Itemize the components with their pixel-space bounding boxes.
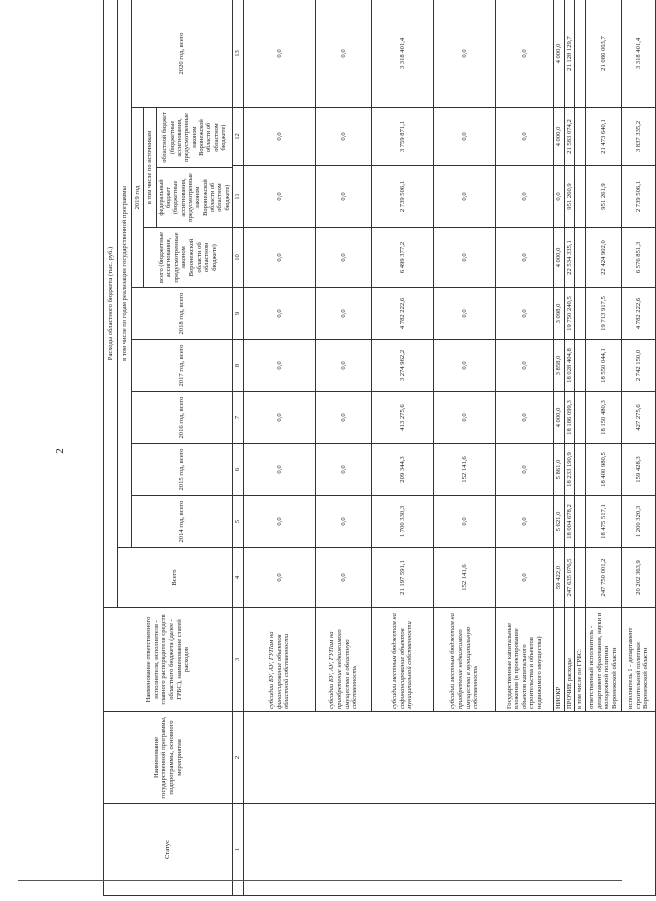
value-cell: 0,0	[434, 228, 496, 288]
value-cell: 0,0	[316, 228, 372, 288]
value-cell: 0,0	[496, 392, 554, 444]
value-cell: 6 499 377,2	[372, 228, 434, 288]
value-cell: 0,0	[316, 496, 372, 548]
value-cell: 5 861,0	[554, 444, 565, 496]
value-cell: 21 197 591,1	[372, 548, 434, 608]
value-cell: 951 261,9	[585, 166, 621, 228]
value-cell: 18 233 190,9	[564, 444, 575, 496]
value-cell	[575, 0, 586, 108]
value-cell: 0,0	[244, 288, 316, 340]
value-cell: 2 742 150,0	[621, 340, 655, 392]
row-label: субсидии БУ, АУ, ГУПам на финансирование объектов областной собственности	[244, 608, 316, 712]
row-label: ПРОЧИЕ расходы	[564, 608, 575, 712]
value-cell: 0,0	[316, 166, 372, 228]
value-cell: 152 141,6	[434, 548, 496, 608]
value-cell	[575, 548, 586, 608]
value-cell	[575, 288, 586, 340]
value-cell: 152 141,6	[434, 444, 496, 496]
value-cell: 21 128 129,7	[564, 0, 575, 108]
value-cell: 0,0	[244, 496, 316, 548]
value-cell	[575, 392, 586, 444]
row-label: Государственные капитальные вложения (в проектирование объектов капитального строительства и объектов недвижимого имущества)	[496, 608, 554, 712]
value-cell: 0,0	[554, 166, 565, 228]
value-cell: 21 473 640,1	[585, 108, 621, 166]
column-number: 9	[233, 288, 244, 340]
header-expenses: Расходы областного бюджета (тыс. руб.)	[104, 0, 118, 608]
value-cell: 4 000,0	[554, 392, 565, 444]
value-cell	[575, 444, 586, 496]
value-cell: 19 750 240,5	[564, 288, 575, 340]
value-cell: 0,0	[244, 444, 316, 496]
value-cell: 0,0	[434, 340, 496, 392]
value-cell: 21 583 074,2	[564, 108, 575, 166]
value-cell: 0,0	[496, 548, 554, 608]
row-label: субсидии местным бюджетам на приобретение недвижимого имущества в муниципальную собственность	[434, 608, 496, 712]
value-cell: 22 424 902,0	[585, 228, 621, 288]
value-cell: 2 739 506,1	[372, 166, 434, 228]
value-cell: 0,0	[244, 108, 316, 166]
value-cell: 0,0	[496, 0, 554, 108]
value-cell: 18 475 517,1	[585, 496, 621, 548]
value-cell: 0,0	[496, 340, 554, 392]
budget-table	[103, 0, 656, 896]
value-cell: 0,0	[316, 340, 372, 392]
value-cell	[575, 108, 586, 166]
column-number: 1	[233, 804, 244, 896]
value-cell: 1 200 320,3	[621, 496, 655, 548]
value-cell: 3 759 871,1	[372, 108, 434, 166]
column-number: 7	[233, 392, 244, 444]
header-executor: Наименование ответственного исполнителя, исполнителя - главного распорядителя средств областного бюджета (далее - ГРБС), наименование статей расходов	[104, 608, 233, 712]
header-status: Статус	[104, 804, 233, 896]
value-cell: 0,0	[434, 166, 496, 228]
value-cell: 18 400 980,5	[585, 444, 621, 496]
column-number: 6	[233, 444, 244, 496]
value-cell: 0,0	[316, 0, 372, 108]
value-cell: 3 837 335,2	[621, 108, 655, 166]
value-cell: 18 550 044,1	[585, 340, 621, 392]
header-2014: 2014 год, всего	[132, 496, 233, 548]
header-2016: 2016 год, всего	[132, 392, 233, 444]
value-cell: 0,0	[316, 548, 372, 608]
program-cell	[244, 712, 656, 804]
value-cell: 0,0	[244, 0, 316, 108]
row-label: в том числе по ГРБС:	[575, 608, 586, 712]
value-cell: 5 621,0	[554, 496, 565, 548]
value-cell: 951 260,9	[564, 166, 575, 228]
value-cell: 159 428,3	[621, 444, 655, 496]
value-cell: 18 150 480,3	[585, 392, 621, 444]
value-cell: 0,0	[316, 392, 372, 444]
value-cell	[575, 228, 586, 288]
page-number: 2	[54, 448, 66, 454]
value-cell: 4 000,0	[554, 0, 565, 108]
value-cell: 0,0	[244, 228, 316, 288]
value-cell: 4 000,0	[554, 228, 565, 288]
value-cell	[575, 166, 586, 228]
value-cell: 247 750 001,2	[585, 548, 621, 608]
value-cell: 0,0	[434, 288, 496, 340]
value-cell: 2 739 506,1	[621, 166, 655, 228]
value-cell: 0,0	[244, 340, 316, 392]
value-cell: 427 275,6	[621, 392, 655, 444]
row-label: исполнитель 1 - департамент строительной политики Воронежской области	[621, 608, 655, 712]
header-2018: 2018 год, всего	[132, 288, 233, 340]
value-cell: 0,0	[496, 108, 554, 166]
value-cell: 0,0	[434, 108, 496, 166]
value-cell: 0,0	[496, 228, 554, 288]
value-cell	[575, 340, 586, 392]
row-label: субсидии местным бюджетам на софинансирование объектов муниципальной собственности	[372, 608, 434, 712]
value-cell: 0,0	[496, 288, 554, 340]
value-cell: 20 202 363,9	[621, 548, 655, 608]
value-cell: 0,0	[244, 166, 316, 228]
bottom-rule	[18, 880, 622, 881]
column-number: 5	[233, 496, 244, 548]
row-label: субсидии БУ, АУ, ГУПам на приобретение недвижимого имущества в областную собственность	[316, 608, 372, 712]
column-number: 10	[233, 228, 244, 288]
value-cell: 4 782 222,6	[621, 288, 655, 340]
value-cell: 0,0	[316, 288, 372, 340]
value-cell: 3 098,0	[554, 288, 565, 340]
column-number: 11	[233, 166, 244, 228]
value-cell: 6 576 851,3	[621, 228, 655, 288]
header-program-name: Наименование государственной программы, подпрограммы, основного мероприятия	[104, 712, 233, 804]
column-number: 2	[233, 712, 244, 804]
header-federal: федеральный бюджет (бюджетные ассигнования, предусмотренные законом Воронежской области об областном бюджете)	[156, 168, 232, 228]
header-2019-total: всего (бюджетные ассигнования, предусмотренные законом Воронежской области об областном бюджете)	[144, 228, 233, 288]
value-cell: 247 635 076,5	[564, 548, 575, 608]
value-cell: 3 858,0	[554, 340, 565, 392]
value-cell: 0,0	[244, 548, 316, 608]
table-row	[244, 0, 316, 896]
value-cell: 59 422,0	[554, 548, 565, 608]
value-cell: 0,0	[316, 444, 372, 496]
header-regional: областной бюджет (бюджетные ассигнования, предусмотренные законом Воронежской области об областном бюджете)	[161, 112, 228, 163]
column-number: 8	[233, 340, 244, 392]
status-cell	[244, 804, 656, 896]
value-cell: 21 086 003,7	[585, 0, 621, 108]
value-cell: 4 782 222,6	[372, 288, 434, 340]
value-cell: 413 275,6	[372, 392, 434, 444]
value-cell: 0,0	[496, 444, 554, 496]
value-cell	[575, 496, 586, 548]
value-cell: 0,0	[496, 496, 554, 548]
rotated-table-frame	[103, 0, 650, 896]
value-cell: 18 186 099,3	[564, 392, 575, 444]
header-2020: 2020 год, всего	[132, 0, 233, 108]
column-number: 12	[233, 108, 244, 166]
value-cell: 3 318 401,4	[372, 0, 434, 108]
header-total: Всего	[118, 548, 233, 608]
column-numbers-row	[233, 0, 244, 896]
column-number: 4	[233, 548, 244, 608]
header-2019: 2019 год	[132, 108, 144, 288]
column-number: 3	[233, 608, 244, 712]
value-cell: 209 344,3	[372, 444, 434, 496]
value-cell: 18 004 678,2	[564, 496, 575, 548]
value-cell: 18 028 404,8	[564, 340, 575, 392]
value-cell: 3 274 962,2	[372, 340, 434, 392]
header-by-years: в том числе по годам реализации государственной программы	[118, 0, 132, 548]
value-cell: 0,0	[434, 496, 496, 548]
header-by-sources: в том числе по источникам	[144, 108, 156, 227]
row-label: ответственный исполнитель - департамент образования, науки и молодежной политики Воронежской области	[585, 608, 621, 712]
value-cell: 19 713 917,5	[585, 288, 621, 340]
value-cell: 0,0	[434, 0, 496, 108]
value-cell: 3 318 401,4	[621, 0, 655, 108]
row-label: НИОКР	[554, 608, 565, 712]
value-cell: 0,0	[496, 166, 554, 228]
value-cell: 4 000,0	[554, 108, 565, 166]
value-cell: 22 534 335,1	[564, 228, 575, 288]
value-cell: 0,0	[244, 392, 316, 444]
header-2015: 2015 год, всего	[132, 444, 233, 496]
value-cell: 1 700 330,3	[372, 496, 434, 548]
column-number: 13	[233, 0, 244, 108]
value-cell: 0,0	[316, 108, 372, 166]
header-2017: 2017 год, всего	[132, 340, 233, 392]
value-cell: 0,0	[434, 392, 496, 444]
